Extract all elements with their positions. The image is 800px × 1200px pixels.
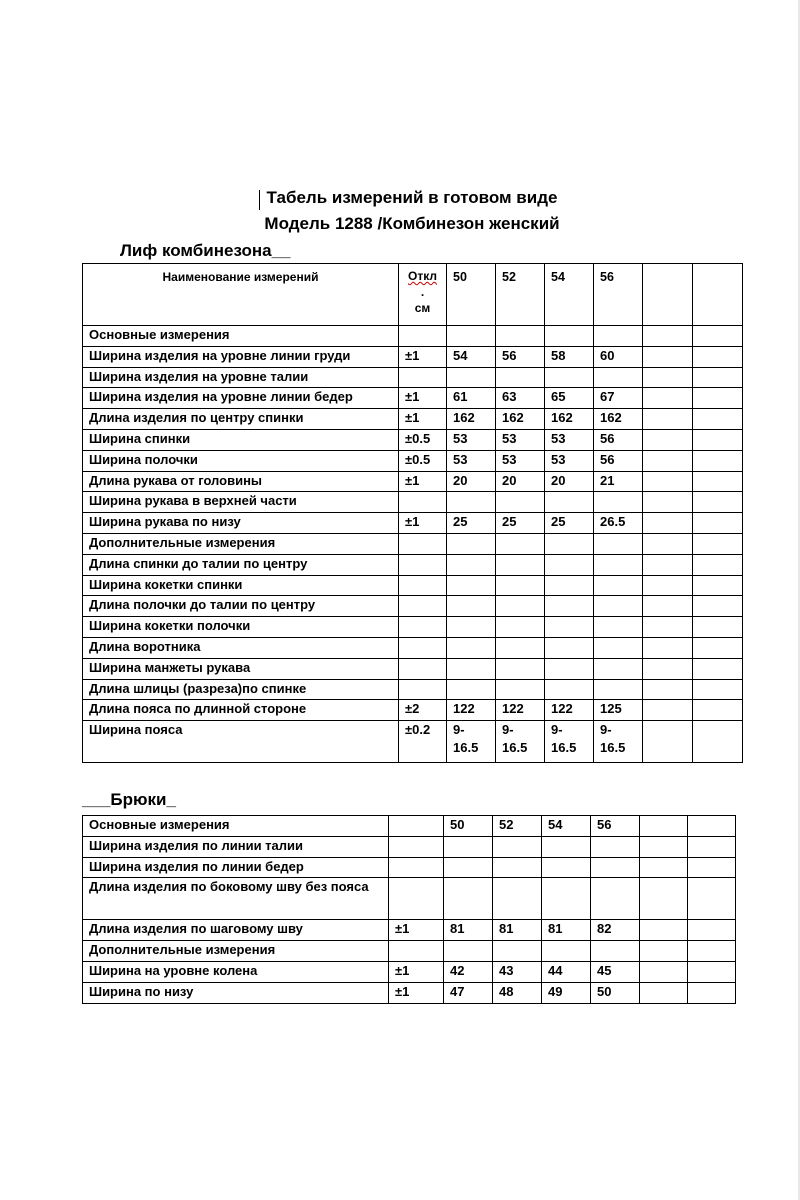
size-value: 58: [545, 346, 594, 367]
size-value: 20: [545, 471, 594, 492]
size-value: 9- 16.5: [496, 721, 545, 763]
size-value: [594, 596, 643, 617]
size-value: 53: [545, 429, 594, 450]
size-value: [444, 878, 493, 920]
size-value: 162: [545, 409, 594, 430]
measurement-name: Ширина изделия на уровне линии груди: [83, 346, 399, 367]
size-value: [496, 492, 545, 513]
size-value: 56: [496, 346, 545, 367]
size-value: 9- 16.5: [545, 721, 594, 763]
size-value: 25: [545, 513, 594, 534]
size-value: 50: [444, 816, 493, 837]
column-header-size: 56: [594, 264, 643, 326]
size-value: [640, 920, 688, 941]
size-value: 49: [542, 982, 591, 1003]
measurement-name: Длина полочки до талии по центру: [83, 596, 399, 617]
size-value: 21: [594, 471, 643, 492]
size-value: 162: [594, 409, 643, 430]
size-value: [643, 367, 693, 388]
deviation-value: [389, 941, 444, 962]
size-value: [594, 575, 643, 596]
size-value: [693, 492, 743, 513]
size-value: [643, 388, 693, 409]
size-value: [447, 326, 496, 347]
deviation-value: ±0.5: [399, 450, 447, 471]
size-value: [545, 679, 594, 700]
measurement-name: Длина изделия по центру спинки: [83, 409, 399, 430]
size-value: [447, 575, 496, 596]
deviation-value: [399, 617, 447, 638]
deviation-value: [399, 658, 447, 679]
measurement-name: Ширина пояса: [83, 721, 399, 763]
measurement-name: Длина пояса по длинной стороне: [83, 700, 399, 721]
table-row: [83, 471, 743, 492]
deviation-value: ±1: [399, 409, 447, 430]
deviation-value: ±0.5: [399, 429, 447, 450]
size-value: 47: [444, 982, 493, 1003]
size-value: [693, 367, 743, 388]
size-value: [496, 554, 545, 575]
size-value: [594, 554, 643, 575]
size-value: 61: [447, 388, 496, 409]
measurement-name: Ширина спинки: [83, 429, 399, 450]
size-value: [545, 596, 594, 617]
size-value: [688, 920, 736, 941]
size-value: [447, 367, 496, 388]
size-value: 82: [591, 920, 640, 941]
size-value: [688, 961, 736, 982]
measurement-name: Длина шлицы (разреза)по спинке: [83, 679, 399, 700]
size-value: 53: [496, 429, 545, 450]
size-value: [688, 816, 736, 837]
size-value: [643, 429, 693, 450]
size-value: [693, 658, 743, 679]
size-value: [693, 409, 743, 430]
page-title: Табель измерений в готовом виде: [266, 188, 558, 207]
table-row: [83, 878, 736, 920]
size-value: [496, 617, 545, 638]
size-value: 81: [444, 920, 493, 941]
bodice-measurements-table: [82, 263, 743, 763]
table-row: [83, 346, 743, 367]
size-value: [643, 721, 693, 763]
size-value: [496, 637, 545, 658]
size-value: [545, 533, 594, 554]
size-value: 162: [496, 409, 545, 430]
size-value: [688, 982, 736, 1003]
column-header-size: [693, 264, 743, 326]
deviation-value: [389, 816, 444, 837]
measurement-name: Ширина на уровне колена: [83, 961, 389, 982]
size-value: 162: [447, 409, 496, 430]
measurement-name: Ширина манжеты рукава: [83, 658, 399, 679]
size-value: 25: [496, 513, 545, 534]
size-value: 56: [591, 816, 640, 837]
table-row: [83, 679, 743, 700]
size-value: [545, 637, 594, 658]
size-value: [643, 637, 693, 658]
size-value: [444, 941, 493, 962]
size-value: [643, 450, 693, 471]
deviation-value: [399, 492, 447, 513]
size-value: 20: [496, 471, 545, 492]
deviation-value: [399, 679, 447, 700]
size-value: [640, 857, 688, 878]
measurement-name: Дополнительные измерения: [83, 941, 389, 962]
size-value: [693, 637, 743, 658]
size-value: [693, 617, 743, 638]
size-value: [542, 857, 591, 878]
size-value: [693, 326, 743, 347]
size-value: [444, 836, 493, 857]
table-row: [83, 429, 743, 450]
table-row: [83, 637, 743, 658]
size-value: [640, 878, 688, 920]
size-value: [496, 679, 545, 700]
measurement-name: Ширина кокетки полочки: [83, 617, 399, 638]
table-row: [83, 326, 743, 347]
size-value: [545, 492, 594, 513]
table-row: [83, 658, 743, 679]
size-value: 67: [594, 388, 643, 409]
size-value: [640, 982, 688, 1003]
size-value: 54: [447, 346, 496, 367]
size-value: [496, 367, 545, 388]
size-value: [594, 533, 643, 554]
size-value: [545, 554, 594, 575]
deviation-value: ±2: [399, 700, 447, 721]
measurement-name: Ширина по низу: [83, 982, 389, 1003]
size-value: [640, 836, 688, 857]
size-value: 43: [493, 961, 542, 982]
size-value: [643, 596, 693, 617]
size-value: 122: [496, 700, 545, 721]
size-value: [594, 679, 643, 700]
size-value: [688, 941, 736, 962]
column-header-size: 54: [545, 264, 594, 326]
size-value: [545, 326, 594, 347]
measurement-name: Основные измерения: [83, 326, 399, 347]
size-value: [493, 857, 542, 878]
size-value: [591, 878, 640, 920]
measurement-name: Длина воротника: [83, 637, 399, 658]
size-value: 65: [545, 388, 594, 409]
measurement-name: Ширина рукава в верхней части: [83, 492, 399, 513]
size-value: 81: [542, 920, 591, 941]
size-value: 25: [447, 513, 496, 534]
deviation-value: ±0.2: [399, 721, 447, 763]
deviation-value: [399, 575, 447, 596]
size-value: [693, 554, 743, 575]
table-row: [83, 941, 736, 962]
table-row: [83, 596, 743, 617]
size-value: [643, 575, 693, 596]
size-value: [447, 596, 496, 617]
measurement-name: Ширина кокетки спинки: [83, 575, 399, 596]
table-row: [83, 700, 743, 721]
size-value: [643, 513, 693, 534]
measurement-name: Ширина изделия по линии талии: [83, 836, 389, 857]
size-value: [693, 596, 743, 617]
size-value: 56: [594, 429, 643, 450]
size-value: [591, 857, 640, 878]
size-value: 125: [594, 700, 643, 721]
deviation-value: ±1: [389, 982, 444, 1003]
table-row: [83, 533, 743, 554]
pants-section-title: ___Брюки_: [82, 790, 176, 809]
size-value: [643, 326, 693, 347]
size-value: [493, 836, 542, 857]
size-value: 45: [591, 961, 640, 982]
table-row: [83, 721, 743, 763]
measurement-name: Длина спинки до талии по центру: [83, 554, 399, 575]
table-row: [83, 920, 736, 941]
table-row: [83, 409, 743, 430]
table-row: [83, 554, 743, 575]
table-row: [83, 836, 736, 857]
size-value: [693, 700, 743, 721]
size-value: 52: [493, 816, 542, 837]
size-value: [545, 575, 594, 596]
size-value: [447, 554, 496, 575]
size-value: [693, 679, 743, 700]
table-row: [83, 816, 736, 837]
measurement-name: Длина изделия по шаговому шву: [83, 920, 389, 941]
deviation-value: ±1: [399, 513, 447, 534]
size-value: [643, 346, 693, 367]
table-row: [83, 492, 743, 513]
deviation-value: [389, 878, 444, 920]
size-value: [591, 836, 640, 857]
deviation-value: ±1: [389, 920, 444, 941]
deviation-label-1: Откл: [408, 269, 437, 283]
measurement-name: Основные измерения: [83, 816, 389, 837]
size-value: [643, 700, 693, 721]
table-row: [83, 617, 743, 638]
size-value: [542, 941, 591, 962]
size-value: [447, 679, 496, 700]
size-value: [594, 326, 643, 347]
size-value: [688, 857, 736, 878]
column-header-size: [643, 264, 693, 326]
measurement-name: Ширина изделия на уровне талии: [83, 367, 399, 388]
size-value: [594, 637, 643, 658]
column-header-name: Наименование измерений: [83, 264, 399, 326]
table-row: [83, 450, 743, 471]
deviation-value: [399, 554, 447, 575]
size-value: [643, 471, 693, 492]
size-value: [545, 617, 594, 638]
deviation-value: [389, 836, 444, 857]
size-value: 122: [545, 700, 594, 721]
size-value: [545, 367, 594, 388]
size-value: [693, 429, 743, 450]
size-value: [643, 617, 693, 638]
size-value: [594, 617, 643, 638]
size-value: [496, 575, 545, 596]
table-row: [83, 857, 736, 878]
size-value: [688, 836, 736, 857]
size-value: [594, 658, 643, 679]
size-value: [640, 816, 688, 837]
size-value: 44: [542, 961, 591, 982]
size-value: 42: [444, 961, 493, 982]
size-value: 53: [447, 450, 496, 471]
table-row: [83, 982, 736, 1003]
deviation-label-3: см: [414, 301, 431, 315]
deviation-value: ±1: [399, 471, 447, 492]
size-value: [594, 492, 643, 513]
model-subtitle: Модель 1288 /Комбинезон женский: [264, 214, 560, 233]
size-value: [643, 409, 693, 430]
size-value: [643, 554, 693, 575]
deviation-value: [399, 637, 447, 658]
size-value: [640, 961, 688, 982]
table-row: [83, 575, 743, 596]
size-value: 60: [594, 346, 643, 367]
size-value: [643, 679, 693, 700]
size-value: [496, 596, 545, 617]
column-header-size: 50: [447, 264, 496, 326]
size-value: [643, 658, 693, 679]
size-value: 9- 16.5: [447, 721, 496, 763]
deviation-value: [389, 857, 444, 878]
measurement-name: Ширина изделия по линии бедер: [83, 857, 389, 878]
size-value: [447, 658, 496, 679]
size-value: [643, 533, 693, 554]
column-header-size: 52: [496, 264, 545, 326]
size-value: 56: [594, 450, 643, 471]
size-value: 122: [447, 700, 496, 721]
table-row: [83, 388, 743, 409]
size-value: [643, 492, 693, 513]
size-value: [693, 533, 743, 554]
size-value: [496, 326, 545, 347]
size-value: [496, 658, 545, 679]
size-value: [640, 941, 688, 962]
size-value: [447, 637, 496, 658]
size-value: 26.5: [594, 513, 643, 534]
deviation-label-2: .: [420, 285, 425, 299]
deviation-value: ±1: [389, 961, 444, 982]
size-value: [493, 878, 542, 920]
table-row: [83, 961, 736, 982]
size-value: [542, 836, 591, 857]
size-value: 63: [496, 388, 545, 409]
table-row: [83, 513, 743, 534]
size-value: [693, 513, 743, 534]
size-value: 53: [447, 429, 496, 450]
bodice-section-title: Лиф комбинезона__: [120, 241, 291, 260]
size-value: [693, 575, 743, 596]
deviation-value: ±1: [399, 388, 447, 409]
size-value: [496, 533, 545, 554]
size-value: [591, 941, 640, 962]
measurement-name: Ширина полочки: [83, 450, 399, 471]
deviation-value: [399, 367, 447, 388]
size-value: [545, 658, 594, 679]
deviation-value: [399, 326, 447, 347]
size-value: [693, 471, 743, 492]
size-value: [447, 492, 496, 513]
size-value: [493, 941, 542, 962]
deviation-value: [399, 596, 447, 617]
size-value: 20: [447, 471, 496, 492]
measurement-name: Длина рукава от головины: [83, 471, 399, 492]
size-value: 54: [542, 816, 591, 837]
size-value: [688, 878, 736, 920]
size-value: 81: [493, 920, 542, 941]
measurement-name: Дополнительные измерения: [83, 533, 399, 554]
size-value: [447, 533, 496, 554]
measurement-name: Длина изделия по боковому шву без пояса: [83, 878, 389, 920]
size-value: [693, 721, 743, 763]
size-value: [542, 878, 591, 920]
size-value: [693, 346, 743, 367]
deviation-value: [399, 533, 447, 554]
table-header-row: [83, 264, 743, 326]
size-value: [693, 388, 743, 409]
size-value: [447, 617, 496, 638]
size-value: [444, 857, 493, 878]
measurement-name: Ширина изделия на уровне линии бедер: [83, 388, 399, 409]
size-value: 53: [496, 450, 545, 471]
size-value: 53: [545, 450, 594, 471]
size-value: [693, 450, 743, 471]
size-value: 50: [591, 982, 640, 1003]
measurement-name: Ширина рукава по низу: [83, 513, 399, 534]
size-value: [594, 367, 643, 388]
pants-measurements-table: [82, 815, 736, 1004]
size-value: 48: [493, 982, 542, 1003]
deviation-value: ±1: [399, 346, 447, 367]
table-row: [83, 367, 743, 388]
column-header-deviation: [399, 264, 447, 326]
size-value: 9- 16.5: [594, 721, 643, 763]
